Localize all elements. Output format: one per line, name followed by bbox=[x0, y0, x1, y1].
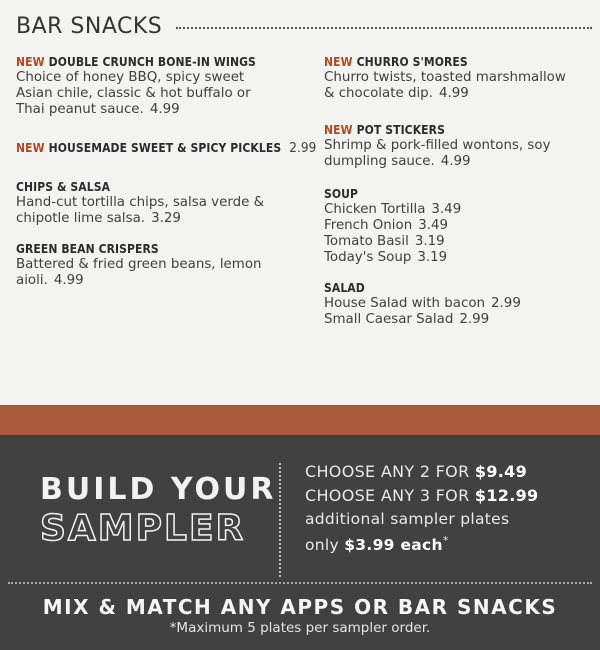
menu-item-green-bean-crispers bbox=[16, 241, 306, 289]
right-column bbox=[324, 54, 594, 340]
item-price: 2.99 bbox=[289, 141, 317, 156]
mix-and-match-banner: MIX & MATCH ANY APPS OR BAR SNACKS bbox=[42, 595, 558, 619]
item-title bbox=[16, 140, 317, 157]
desc-line: Churro twists, toasted marshmallow bbox=[324, 70, 566, 85]
item-description bbox=[16, 70, 306, 118]
menu-item-churro-smores bbox=[324, 54, 594, 102]
item-title bbox=[324, 280, 594, 296]
offer-price: $12.99 bbox=[474, 486, 539, 505]
salad-option bbox=[324, 312, 594, 328]
item-price: 4.99 bbox=[149, 102, 180, 117]
option-name: French Onion bbox=[324, 218, 413, 233]
sampler-section bbox=[0, 435, 600, 650]
desc-line: Hand-cut tortilla chips, salsa verde & bbox=[16, 195, 265, 210]
desc-line: Asian chile, classic & hot buffalo or bbox=[16, 86, 251, 101]
option-name: Tomato Basil bbox=[324, 234, 409, 249]
item-title bbox=[16, 54, 306, 70]
item-price: 4.99 bbox=[440, 154, 471, 169]
item-name: DOUBLE CRUNCH BONE-IN WINGS bbox=[48, 55, 256, 69]
vertical-dotted-divider bbox=[279, 463, 281, 577]
item-title bbox=[324, 54, 594, 70]
additional-plates-line: additional sampler plates bbox=[305, 510, 510, 528]
offer-price: $9.49 bbox=[474, 462, 527, 481]
item-name: CHIPS & SALSA bbox=[16, 180, 111, 194]
new-tag: NEW bbox=[324, 55, 353, 69]
build-your-heading: BUILD YOUR bbox=[40, 472, 277, 507]
divider-band bbox=[0, 405, 600, 435]
desc-text: Thai peanut sauce. bbox=[16, 102, 144, 117]
menu-item-wings bbox=[16, 54, 306, 118]
option-price: 2.99 bbox=[491, 296, 521, 311]
desc-text: aioli. bbox=[16, 273, 48, 288]
desc-line: Choice of honey BBQ, spicy sweet bbox=[16, 70, 245, 85]
item-description bbox=[324, 70, 594, 102]
item-name: SALAD bbox=[324, 281, 365, 295]
additional-price-line bbox=[305, 530, 595, 556]
option-price: 3.19 bbox=[417, 250, 448, 265]
left-column bbox=[16, 54, 317, 301]
item-description bbox=[16, 257, 306, 289]
soup-option bbox=[324, 218, 594, 234]
additional-price: $3.99 each bbox=[344, 536, 443, 555]
offer-text: CHOOSE ANY 3 FOR bbox=[305, 486, 475, 505]
desc-line: Shrimp & pork-filled wontons, soy bbox=[324, 138, 551, 153]
option-price: 3.49 bbox=[418, 218, 449, 233]
sampler-offers bbox=[305, 460, 595, 556]
desc-line bbox=[16, 211, 306, 227]
item-name: HOUSEMADE SWEET & SPICY PICKLES bbox=[48, 141, 282, 155]
dotted-leader bbox=[176, 27, 592, 29]
soup-option bbox=[324, 202, 594, 218]
item-price: 4.99 bbox=[53, 273, 84, 288]
menu-item-soup bbox=[324, 186, 594, 266]
desc-line bbox=[324, 154, 594, 170]
new-tag: NEW bbox=[324, 123, 353, 137]
option-name: Today's Soup bbox=[324, 250, 412, 265]
offer-three bbox=[305, 484, 595, 508]
item-name: SOUP bbox=[324, 187, 359, 201]
menu-item-pot-stickers bbox=[324, 122, 594, 170]
option-name: House Salad with bacon bbox=[324, 296, 486, 311]
item-description bbox=[16, 195, 306, 227]
desc-line bbox=[324, 86, 594, 102]
item-title bbox=[16, 241, 306, 257]
item-title bbox=[16, 179, 306, 195]
desc-text: chipotle lime salsa. bbox=[16, 211, 146, 226]
item-name: POT STICKERS bbox=[356, 123, 445, 137]
menu-item-pickles bbox=[16, 140, 317, 157]
horizontal-dotted-divider bbox=[8, 582, 592, 584]
salad-option bbox=[324, 296, 594, 312]
item-title bbox=[324, 186, 594, 202]
menu-item-chips-salsa bbox=[16, 179, 306, 227]
asterisk-mark: * bbox=[442, 534, 449, 547]
new-tag: NEW bbox=[16, 55, 45, 69]
sampler-heading: SAMPLER bbox=[40, 508, 246, 549]
desc-text: dumpling sauce. bbox=[324, 154, 435, 169]
desc-text: & chocolate dip. bbox=[324, 86, 433, 101]
soup-option bbox=[324, 250, 594, 266]
new-tag: NEW bbox=[16, 141, 45, 155]
offer-text: CHOOSE ANY 2 FOR bbox=[305, 462, 475, 481]
additional-text: only bbox=[305, 536, 345, 555]
item-price: 4.99 bbox=[438, 86, 469, 101]
item-description bbox=[324, 138, 594, 170]
option-price: 3.19 bbox=[414, 234, 445, 249]
section-title: BAR SNACKS bbox=[16, 13, 163, 39]
option-name: Chicken Tortilla bbox=[324, 202, 426, 217]
item-price: 3.29 bbox=[151, 211, 181, 226]
offer-two bbox=[305, 460, 595, 484]
menu-item-salad bbox=[324, 280, 594, 328]
item-name: CHURRO S'MORES bbox=[356, 55, 468, 69]
maximum-plates-note: *Maximum 5 plates per sampler order. bbox=[169, 620, 431, 636]
section-header bbox=[16, 12, 592, 40]
item-title bbox=[324, 122, 594, 138]
option-name: Small Caesar Salad bbox=[324, 312, 454, 327]
desc-line bbox=[16, 102, 306, 118]
option-price: 2.99 bbox=[459, 312, 490, 327]
item-name: GREEN BEAN CRISPERS bbox=[16, 242, 159, 256]
desc-line: Battered & fried green beans, lemon bbox=[16, 257, 262, 272]
desc-line bbox=[16, 273, 306, 289]
soup-option bbox=[324, 234, 594, 250]
option-price: 3.49 bbox=[431, 202, 462, 217]
